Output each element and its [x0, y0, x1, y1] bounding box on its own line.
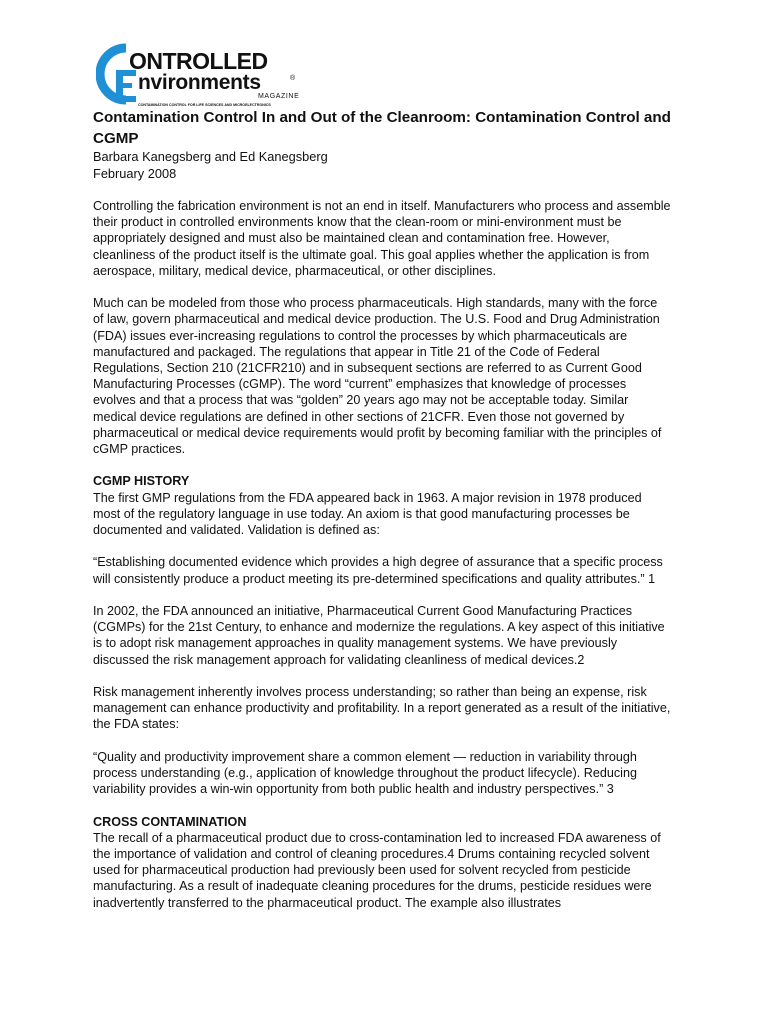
quote-validation-definition: “Establishing documented evidence which provides a high degree of assurance that a specific process will consistently produce a product meeting its pre-determined specifications and quality attributes.” 1: [93, 555, 663, 586]
article-authors: Barbara Kanegsberg and Ed Kanegsberg: [93, 149, 328, 164]
magazine-logo: [96, 42, 316, 110]
logo-line1: ONTROLLED: [129, 48, 268, 74]
paragraph-intro-2: Much can be modeled from those who process pharmaceuticals. High standards, many with the force of law, govern pharmaceutical and medical device production. The U.S. Food and Drug Administration (FDA) issues ever-increasing regulations to control the processes by which pharmaceuticals are manufactured and packaged. The regulations that appear in Title 21 of the Code of Federal Regulations, Section 210 (21CFR210) and in subsequent sections are referred to as Current Good Manufacturing Processes (cGMP). The word “current” emphasizes that knowledge of processes evolves and that a process that was “golden” 20 years ago may not be acceptable today. Similar medical device regulations are defined in other sections of 21CFR. Even those not governed by pharmaceutical or medical device requirements would profit by becoming familiar with the principles of cGMP practices.: [93, 296, 662, 457]
article-date: February 2008: [93, 165, 177, 181]
quote-fda-report: “Quality and productivity improvement share a common element — reduction in variability through process understanding (e.g., application of knowledge throughout the product lifecycle). Reducing variability provides a win-win opportunity from both public health and industry perspectives.” 3: [93, 749, 637, 797]
logo-line2: nvironments: [138, 71, 261, 94]
logo-tagline: CONTAMINATION CONTROL FOR LIFE SCIENCES AND MICROELECTRONICS: [138, 103, 271, 107]
logo-graphic: [96, 42, 316, 110]
paragraph-history-1: The first GMP regulations from the FDA appeared back in 1963. A major revision in 1978 produced most of the regulatory language in use today. An axiom is that good manufacturing processes be documented and validated. Validation is defined as:: [93, 490, 642, 538]
paragraph-history-3: Risk management inherently involves process understanding; so rather than being an expense, risk management can enhance productivity and profitability. In a report generated as a result of the initiative, the FDA states:: [93, 685, 671, 732]
logo-magazine-tag: MAGAZINE: [258, 93, 300, 100]
paragraph-history-2: In 2002, the FDA announced an initiative, Pharmaceutical Current Good Manufacturing Practices (CGMPs) for the 21st Century, to enhance and modernize the regulations. A key aspect of this initiative is to adopt risk management approaches in quality management systems. We have previously discussed the risk management approach for validating cleanliness of medical devices.2: [93, 604, 665, 667]
paragraph-intro-1: Controlling the fabrication environment is not an end in itself. Manufacturers who process and assemble their product in controlled environments know that the clean-room or mini-environment must be appropriately designed and must also be maintained clean and contamination free. However, cleanliness of the product itself is the ultimate goal. This goal applies whether the application is from aerospace, military, medical device, pharmaceutical, or other disciplines.: [93, 199, 671, 278]
article: [93, 107, 671, 911]
paragraph-cross-contamination-1: The recall of a pharmaceutical product due to cross-contamination led to increased FDA awareness of the importance of validation and control of cleaning procedures.4 Drums containing recycled solvent used for pharmaceutical production had previously been used for solvent recycled from pesticide manufacturing. As a result of inadequate cleaning procedures for the drums, pesticide residues were inadvertently transferred to the pharmaceutical product. The example also illustrates: [93, 830, 661, 910]
logo-registered-mark: ®: [290, 75, 296, 82]
section-heading-cross-contamination: CROSS CONTAMINATION: [93, 814, 247, 829]
article-title: Contamination Control In and Out of the Cleanroom: Contamination Control and CGMP: [93, 109, 671, 147]
section-heading-cgmp-history: CGMP HISTORY: [93, 474, 190, 489]
